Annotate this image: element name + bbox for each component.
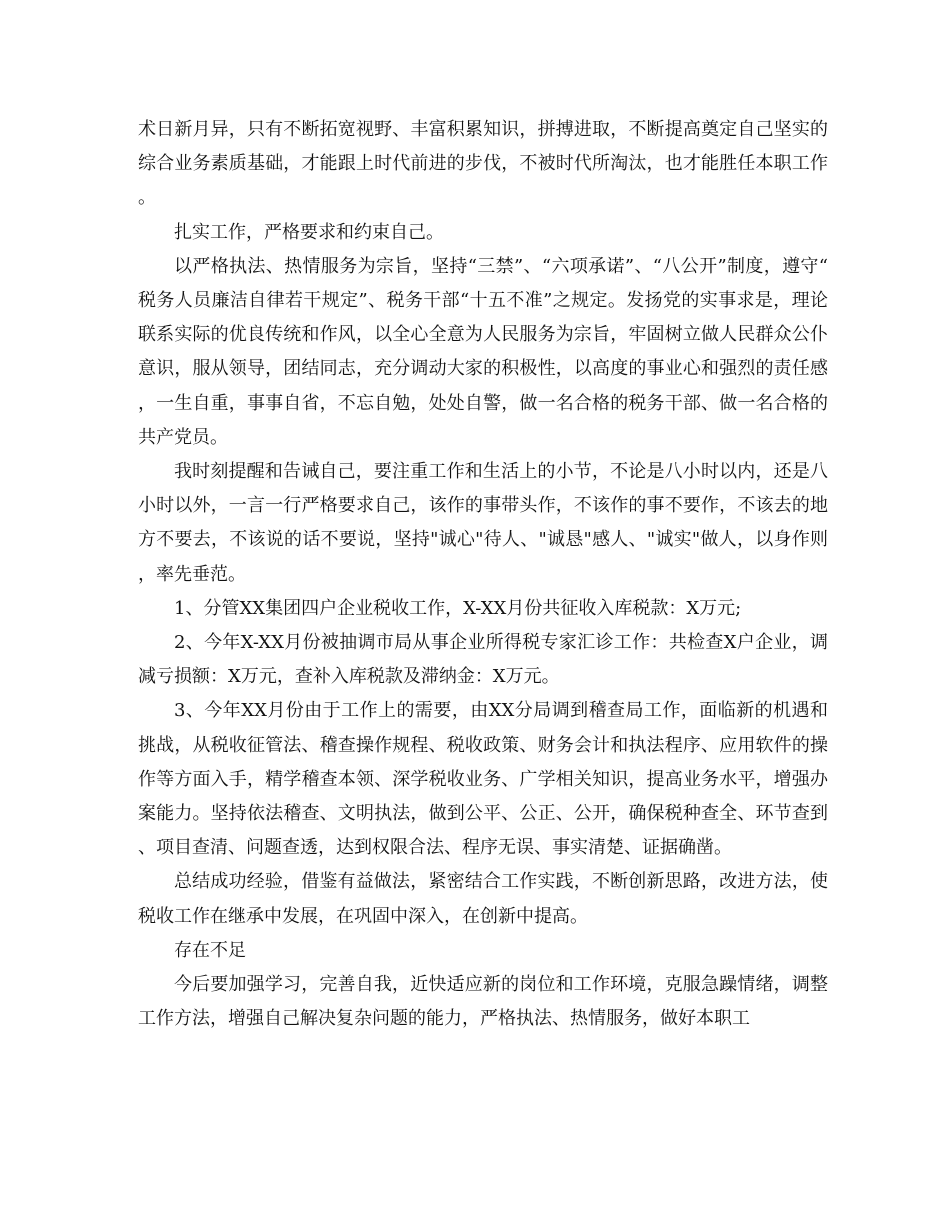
paragraph-heading-shortcomings: 存在不足 xyxy=(174,939,246,961)
paragraph-future-plan: 今后要加强学习，完善自我，近快适应新的岗位和工作环境，克服急躁情绪，调整工作方法，增强自己解决复杂问题的能力，严格执法、热情服务，做好本职工 xyxy=(138,974,828,1030)
paragraph-heading-work-discipline: 扎实工作，严格要求和约束自己。 xyxy=(174,221,444,243)
paragraph-continuation: 术日新月异，只有不断拓宽视野、丰富积累知识，拼搏进取，不断提高奠定自己坚实的综合业务素质基础，才能跟上时代前进的步伐，不被时代所淘汰，也才能胜任本职工作。 xyxy=(138,119,828,209)
paragraph-summary: 总结成功经验，借鉴有益做法，紧密结合工作实践，不断创新思路，改进方法，使税收工作在继承中发展，在巩固中深入，在创新中提高。 xyxy=(138,871,828,927)
paragraph-self-discipline: 我时刻提醒和告诫自己，要注重工作和生活上的小节，不论是八小时以内，还是八小时以外，一言一行严格要求自己，该作的事带头作，不该作的事不要作，不该去的地方不要去，不该说的话不要说，坚持"诚心"待人、"诚恳"感人、"诚实"做人，以身作则，率先垂范。 xyxy=(138,461,828,585)
paragraph-item-3: 3、今年XX月份由于工作上的需要，由XX分局调到稽查局工作，面临新的机遇和挑战，从税收征管法、稽查操作规程、税收政策、财务会计和执法程序、应用软件的操作等方面入手，精学稽查本领、深学税收业务、广学相关知识，提高业务水平，增强办案能力。坚持依法稽查、文明执法，做到公平、公正、公开，确保税种查全、环节查到、项目查清、问题查透，达到权限合法、程序无误、事实清楚、证据确凿。 xyxy=(138,700,828,859)
paragraph-service-principles: 以严格执法、热情服务为宗旨，坚持“三禁”、“六项承诺”、“八公开”制度，遵守“税务人员廉洁自律若干规定”、税务干部“十五不准”之规定。发扬党的实事求是，理论联系实际的优良传统和作风，以全心全意为人民服务为宗旨，牢固树立做人民群众公仆意识，服从领导，团结同志，充分调动大家的积极性，以高度的事业心和强烈的责任感，一生自重，事事自省，不忘自勉，处处自警，做一名合格的税务干部、做一名合格的共产党员。 xyxy=(138,255,828,448)
paragraph-item-1: 1、分管XX集团四户企业税收工作，X-XX月份共征收入库税款：X万元; xyxy=(174,597,742,619)
paragraph-item-2: 2、今年X-XX月份被抽调市局从事企业所得税专家汇诊工作：共检查X户企业，调减亏损额：X万元，查补入库税款及滞纳金：X万元。 xyxy=(138,632,828,688)
document-body xyxy=(138,113,828,1036)
